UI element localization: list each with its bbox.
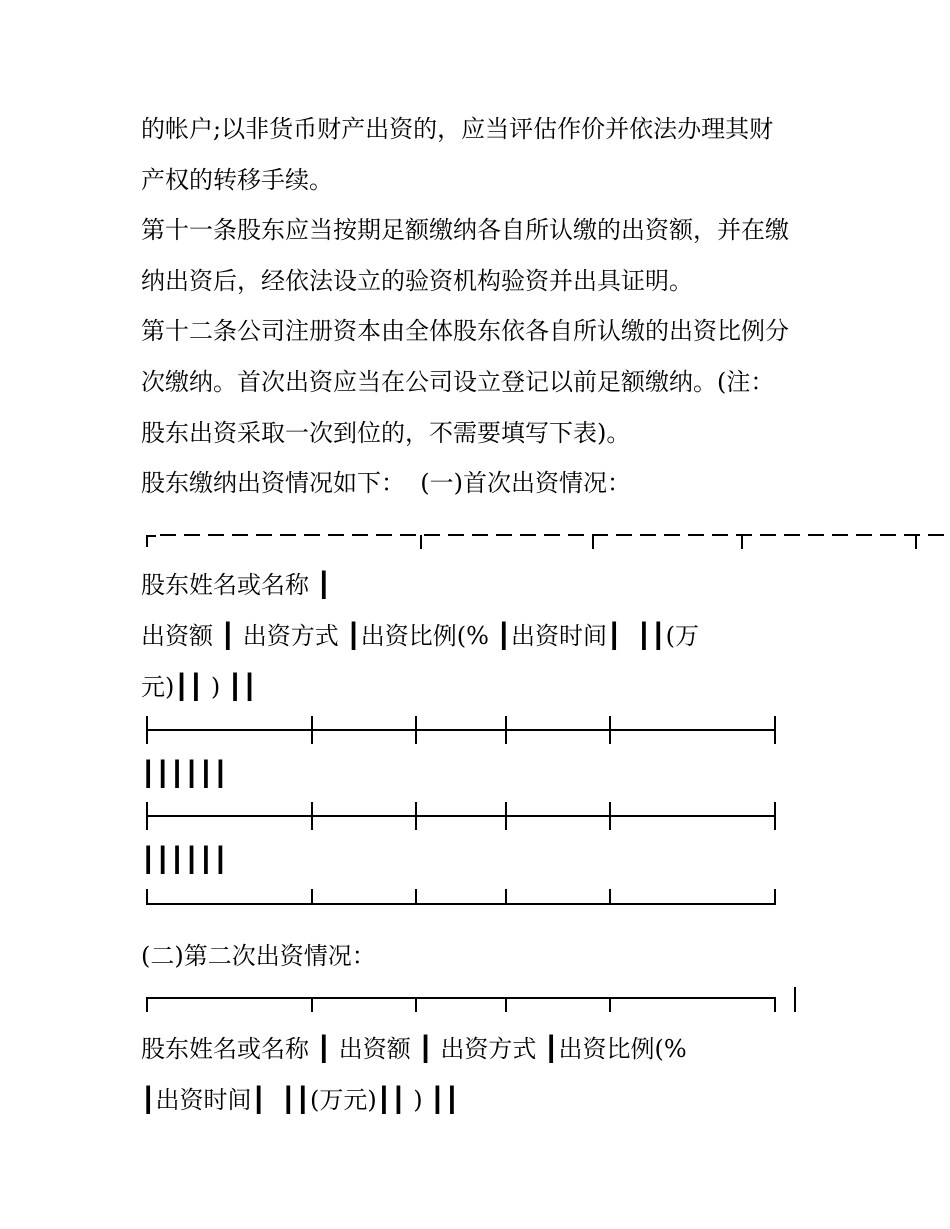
article-12-line: 股东出资采取一次到位的，不需要填写下表)。 [141,419,631,447]
contribution-intro-line: 股东缴纳出资情况如下： (一)首次出资情况： [141,469,631,497]
table1-header-line: 股东姓名或名称 ┃ [141,571,332,599]
table2-header-line: ┃出资时间┃ ┃┃(万元)┃┃ ) ┃┃ [141,1086,460,1114]
section2-title: (二)第二次出资情况： [141,942,376,970]
table1-row: ┃┃┃┃┃┃ [141,846,228,874]
table1-header-line: 出资额 ┃ 出资方式 ┃出资比例(% ┃出资时间┃ ┃┃(万 [141,622,699,650]
paragraph-line: 的帐户;以非货币财产出资的，应当评估作价并依法办理其财 [141,115,774,143]
article-11-line: 纳出资后，经依法设立的验资机构验资并出具证明。 [141,267,693,295]
table1-row: ┃┃┃┃┃┃ [141,760,228,788]
table1-dashed-border [146,533,950,547]
paragraph-line: 产权的转移手续。 [141,166,333,194]
article-12-line: 第十二条公司注册资本由全体股东依各自所认缴的出资比例分 [141,317,789,345]
table2-header-line: 股东姓名或名称 ┃ 出资额 ┃ 出资方式 ┃出资比例(% [141,1035,687,1063]
article-11-line: 第十一条股东应当按期足额缴纳各自所认缴的出资额，并在缴 [141,216,789,244]
table1-header-line: 元)┃┃ ) ┃┃ [141,673,257,701]
article-12-line: 次缴纳。首次出资应当在公司设立登记以前足额缴纳。(注： [141,368,775,396]
